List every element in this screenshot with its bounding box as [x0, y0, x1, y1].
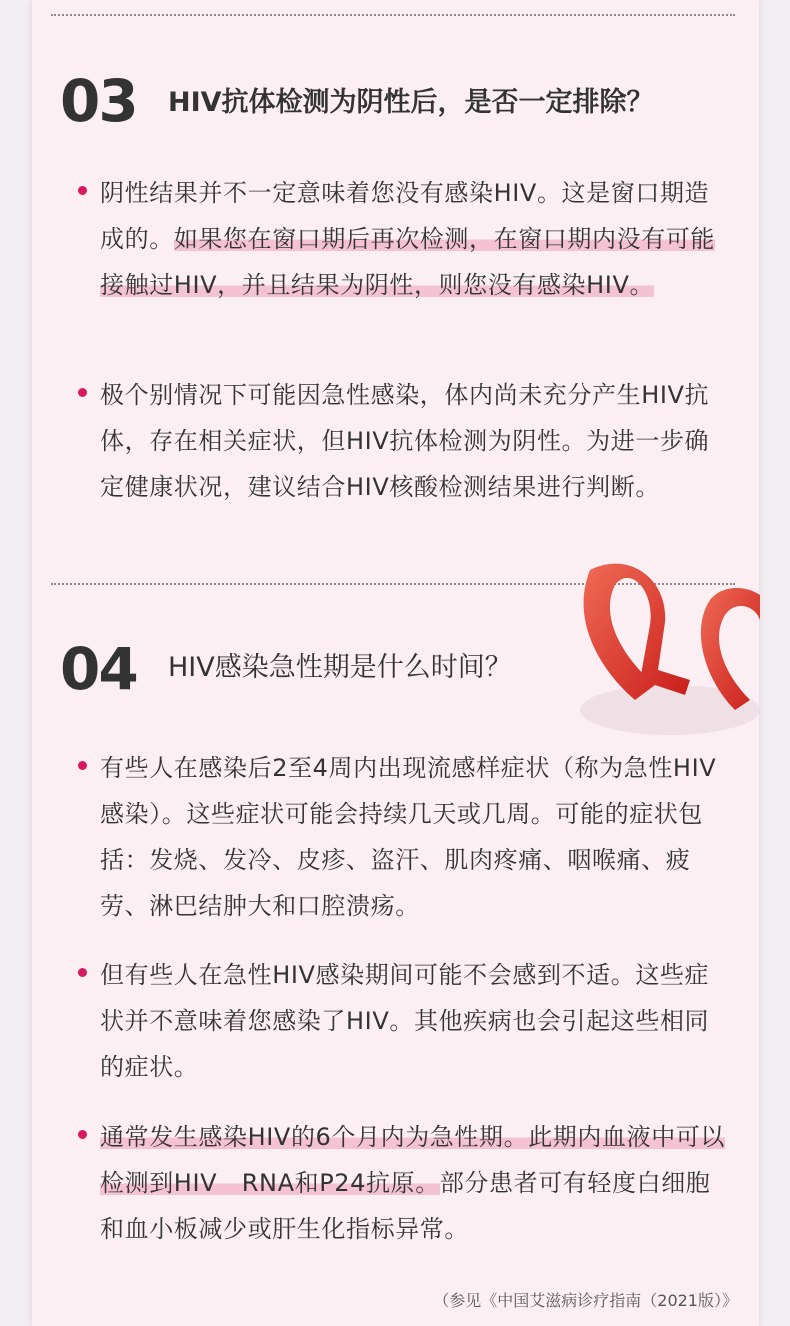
item-highlight: 通常发生感染HIV的6个月内为急性期。此期内血液中可以检测到HIV RNA和P24抗原。: [100, 1123, 726, 1197]
bullet-icon: [78, 968, 87, 977]
section-04-item-3: [78, 1114, 728, 1252]
reference-note: （参见《中国艾滋病诊疗指南（2021版）》: [433, 1291, 738, 1310]
item-text: 部分患者可有轻度白细胞和血小板减少或肝生化指标异常。: [100, 1169, 711, 1243]
section-04-number: 04: [60, 635, 137, 703]
bullet-icon: [78, 388, 87, 397]
section-04-title: HIV感染急性期是什么时间？: [168, 652, 512, 683]
section-04-item-1: [78, 745, 728, 929]
bullet-icon: [78, 186, 87, 195]
item-text: 极个别情况下可能因急性感染，体内尚未充分产生HIV抗体，存在相关症状，但HIV抗体检测为阴性。为进一步确定健康状况，建议结合HIV核酸检测结果进行判断。: [100, 381, 710, 501]
item-highlight: 如果您在窗口期后再次检测，在窗口期内没有可能接触过HIV，并且结果为阴性，则您没有感染HIV。: [100, 225, 716, 299]
item-text: 有些人在感染后2至4周内出现流感样症状（称为急性HIV感染）。这些症状可能会持续几天或几周。可能的症状包括：发烧、发冷、皮疹、盗汗、肌肉疼痛、咽喉痛、疲劳、淋巴结肿大和口腔溃疡。: [100, 754, 717, 920]
bullet-icon: [78, 761, 87, 770]
section-04-item-2: [78, 952, 728, 1090]
red-ribbon-icon: [560, 560, 760, 750]
section-03-title: HIV抗体检测为阴性后，是否一定排除？: [168, 87, 654, 118]
section-03-item-1: [78, 170, 728, 308]
top-divider: [51, 14, 735, 16]
bullet-icon: [78, 1130, 87, 1139]
item-text: 但有些人在急性HIV感染期间可能不会感到不适。这些症状并不意味着您感染了HIV。其他疾病也会引起这些相同的症状。: [100, 961, 710, 1081]
section-03-item-2: [78, 372, 728, 510]
item-text: 阴性结果并不一定意味着您没有感染HIV。这是窗口期造成的。: [100, 179, 710, 253]
section-03-number: 03: [60, 67, 137, 135]
